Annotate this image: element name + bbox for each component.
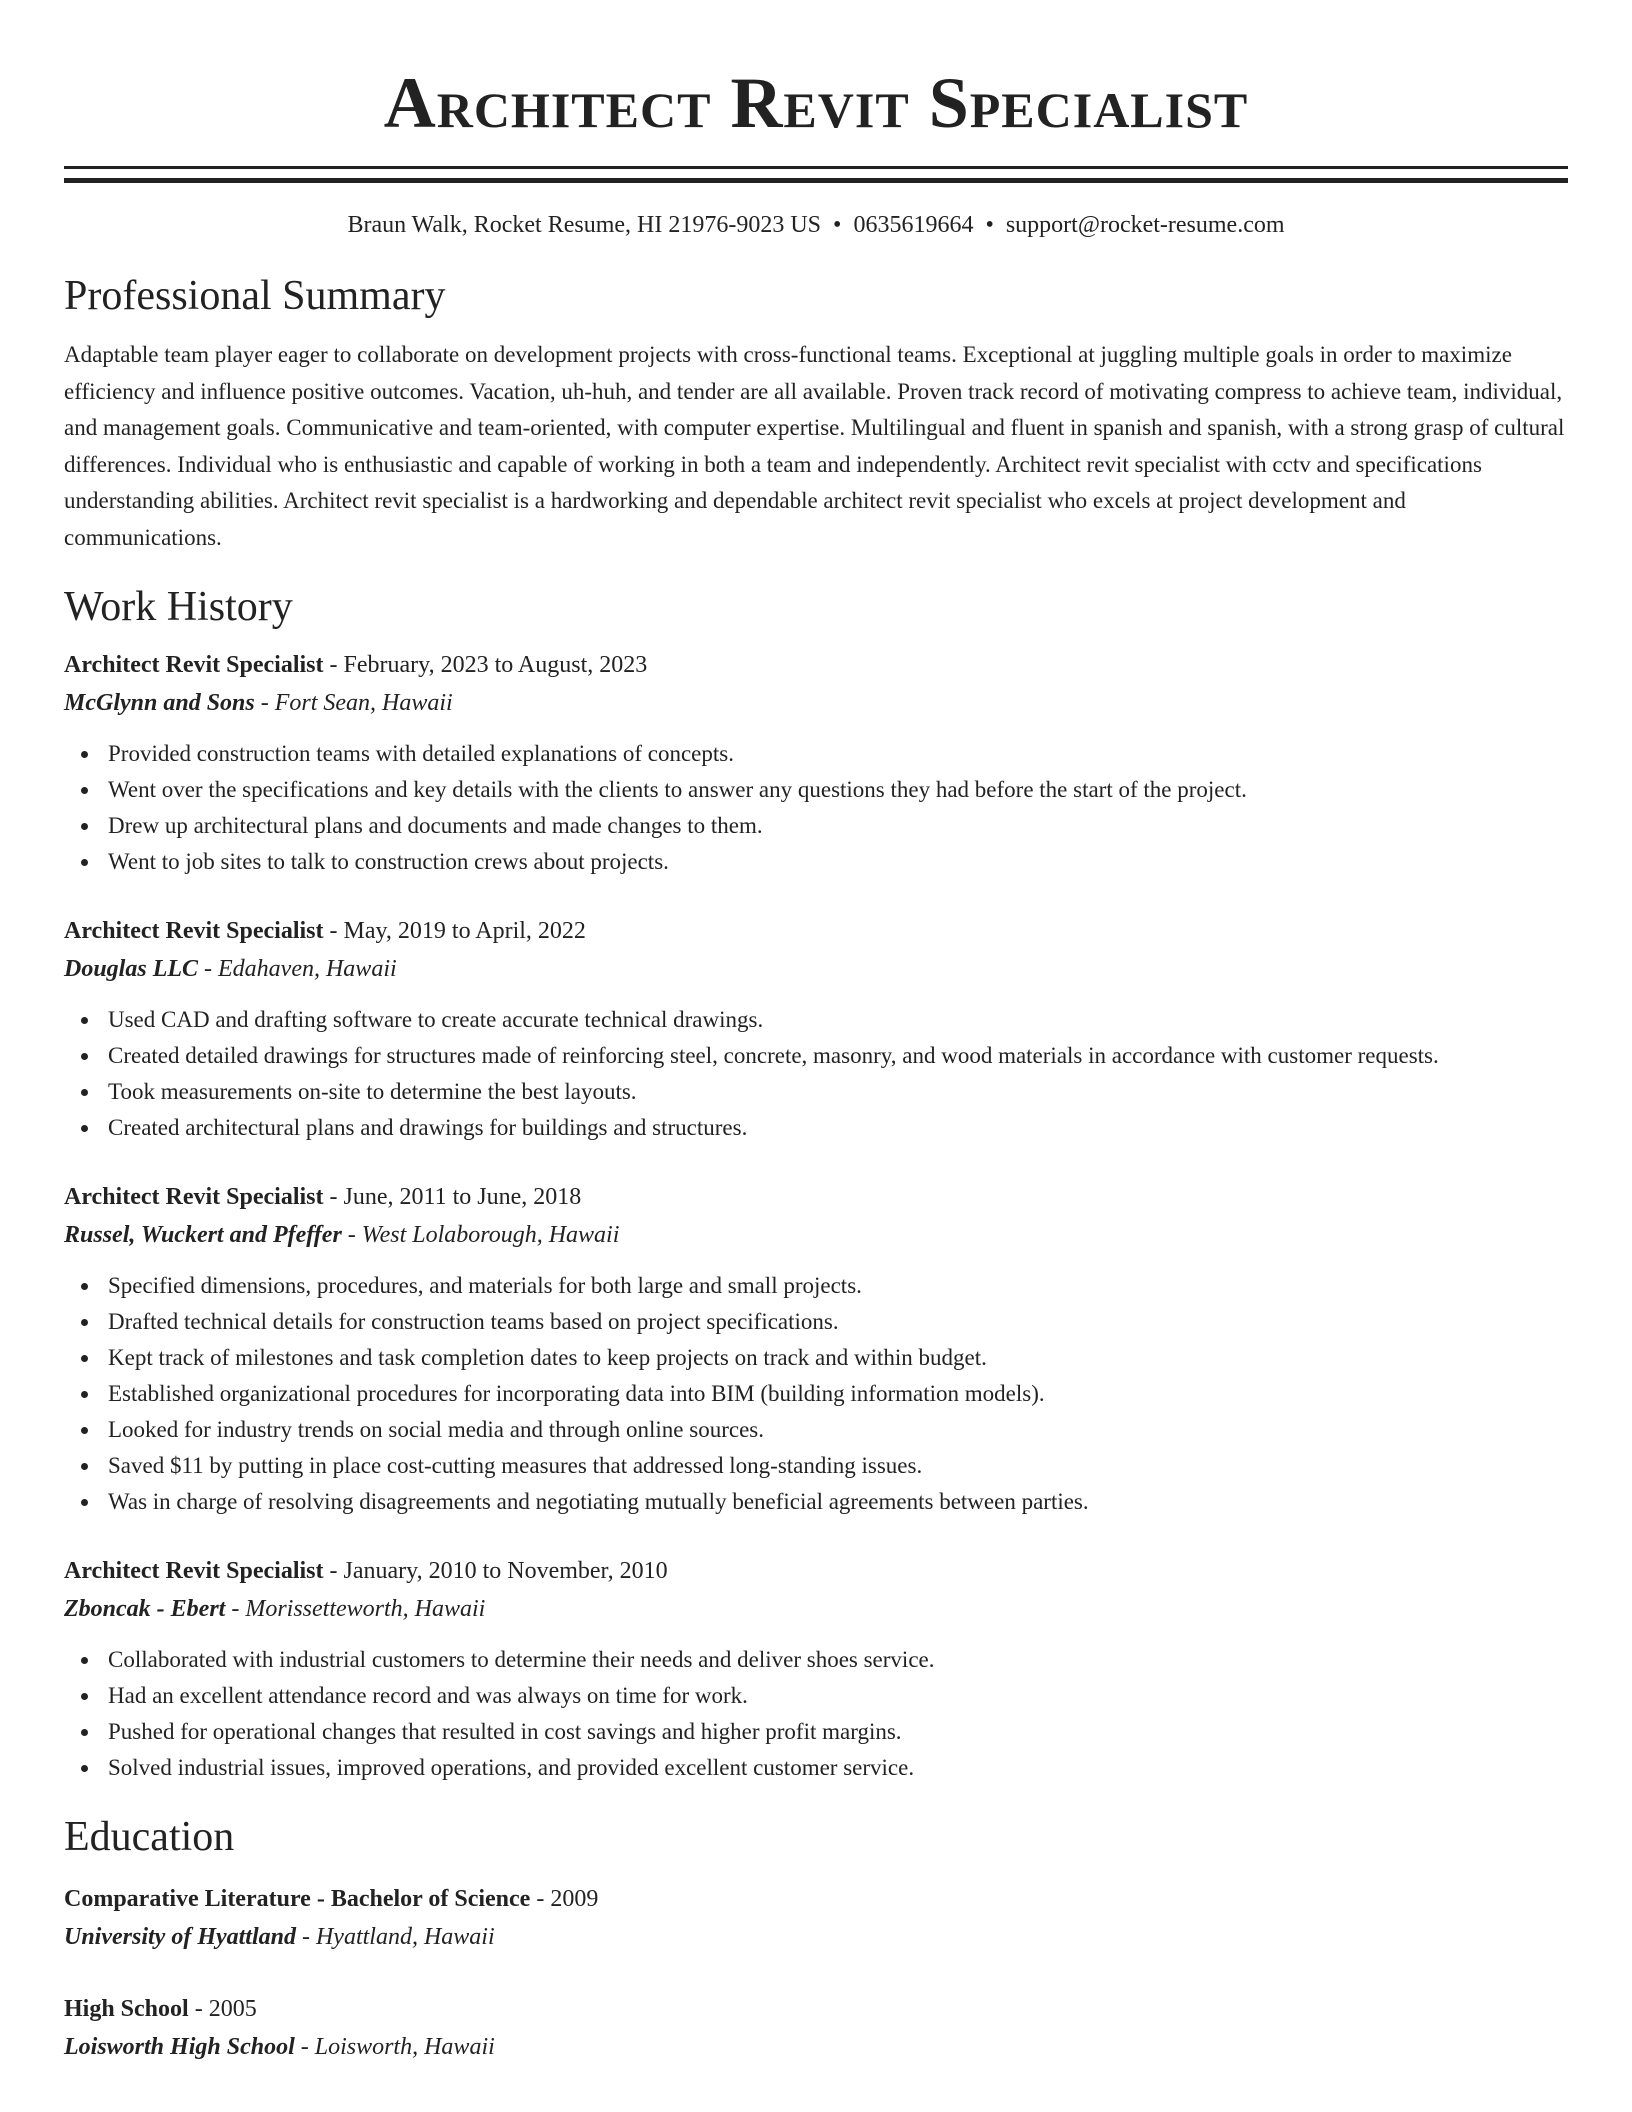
job-header	[64, 1178, 1568, 1216]
duty-item	[108, 1448, 1568, 1484]
job-role: Architect Revit Specialist	[64, 652, 324, 678]
job-location: - West Lolaborough, Hawaii	[341, 1222, 620, 1248]
bullet-icon	[81, 1427, 88, 1434]
duty-text: Used CAD and drafting software to create accurate technical drawings.	[108, 1007, 764, 1032]
duty-item	[108, 1002, 1568, 1038]
education-heading: Education	[64, 1814, 235, 1860]
duty-item	[108, 1678, 1568, 1714]
job-company: McGlynn and Sons	[64, 690, 255, 716]
duty-text: Provided construction teams with detailed explanations of concepts.	[108, 741, 734, 766]
education-year: - 2009	[530, 1886, 599, 1912]
job-dates: - May, 2019 to April, 2022	[323, 918, 586, 944]
bullet-icon	[81, 1765, 88, 1772]
duty-text: Saved $11 by putting in place cost-cutting measures that addressed long-standing issues.	[108, 1453, 923, 1478]
job-duties	[64, 1002, 1568, 1146]
bullet-icon	[81, 1657, 88, 1664]
job-location: - Edahaven, Hawaii	[198, 956, 397, 982]
duty-item	[108, 1038, 1568, 1074]
bullet-icon	[81, 1499, 88, 1506]
duty-item	[108, 1642, 1568, 1678]
duty-text: Solved industrial issues, improved operations, and provided excellent customer service.	[108, 1755, 915, 1780]
duty-text: Pushed for operational changes that resulted in cost savings and higher profit margins.	[108, 1719, 902, 1744]
duty-text: Had an excellent attendance record and was always on time for work.	[108, 1683, 748, 1708]
bullet-icon	[81, 1355, 88, 1362]
job-entry	[64, 1552, 1568, 1786]
job-company-line	[64, 684, 1568, 722]
job-header	[64, 646, 1568, 684]
education-degree: Comparative Literature - Bachelor of Science	[64, 1886, 531, 1912]
contact-email[interactable]: support@rocket-resume.com	[1005, 212, 1285, 238]
job-dates: - February, 2023 to August, 2023	[323, 652, 648, 678]
job-entry	[64, 1178, 1568, 1520]
bullet-icon	[81, 859, 88, 866]
job-dates: - January, 2010 to November, 2010	[323, 1558, 668, 1584]
bullet-icon	[81, 1729, 88, 1736]
duty-item	[108, 1412, 1568, 1448]
job-duties	[64, 1268, 1568, 1520]
duty-text: Looked for industry trends on social media and through online sources.	[108, 1417, 764, 1442]
job-company-line	[64, 1590, 1568, 1628]
bullet-icon	[81, 1017, 88, 1024]
bullet-icon	[81, 1283, 88, 1290]
resume-page	[64, 0, 1568, 2066]
duty-item	[108, 808, 1568, 844]
duty-text: Kept track of milestones and task completion dates to keep projects on track and within budget.	[108, 1345, 987, 1370]
duty-item	[108, 1340, 1568, 1376]
education-degree: High School	[64, 1996, 189, 2022]
header-divider	[64, 166, 1568, 183]
duty-text: Collaborated with industrial customers to determine their needs and deliver shoes service.	[108, 1647, 935, 1672]
duty-text: Created architectural plans and drawings for buildings and structures.	[108, 1115, 748, 1140]
duty-text: Drafted technical details for construction teams based on project specifications.	[108, 1309, 839, 1334]
duty-text: Took measurements on-site to determine the best layouts.	[108, 1079, 637, 1104]
duty-text: Went over the specifications and key details with the clients to answer any questions they had before the start of the project.	[108, 777, 1247, 802]
contact-phone: 0635619664	[853, 212, 974, 238]
bullet-icon	[81, 1391, 88, 1398]
bullet-icon	[81, 1693, 88, 1700]
job-company: Zboncak - Ebert	[64, 1596, 226, 1622]
education-location: - Hyattland, Hawaii	[295, 1924, 495, 1950]
job-duties	[64, 736, 1568, 880]
contact-separator: •	[985, 212, 994, 238]
duty-item	[108, 736, 1568, 772]
duty-text: Was in charge of resolving disagreements and negotiating mutually beneficial agreements between parties.	[108, 1489, 1089, 1514]
duty-item	[108, 1714, 1568, 1750]
duty-item	[108, 844, 1568, 880]
bullet-icon	[81, 1319, 88, 1326]
work-history-heading: Work History	[64, 584, 293, 630]
bullet-icon	[81, 1053, 88, 1060]
job-duties	[64, 1642, 1568, 1786]
duty-text: Created detailed drawings for structures made of reinforcing steel, concrete, masonry, and wood materials in accordance with customer requests.	[108, 1043, 1439, 1068]
duty-item	[108, 1268, 1568, 1304]
duty-item	[108, 1074, 1568, 1110]
education-school: Loisworth High School	[64, 2034, 295, 2060]
duty-item	[108, 772, 1568, 808]
education-year: - 2005	[188, 1996, 257, 2022]
education-entry	[64, 1990, 1568, 2066]
job-role: Architect Revit Specialist	[64, 1184, 324, 1210]
job-role: Architect Revit Specialist	[64, 1558, 324, 1584]
job-location: - Fort Sean, Hawaii	[254, 690, 453, 716]
job-header	[64, 912, 1568, 950]
bullet-icon	[81, 823, 88, 830]
duty-item	[108, 1750, 1568, 1786]
duty-text: Went to job sites to talk to construction crews about projects.	[108, 849, 669, 874]
bullet-icon	[81, 1463, 88, 1470]
duty-item	[108, 1110, 1568, 1146]
duty-text: Specified dimensions, procedures, and materials for both large and small projects.	[108, 1273, 862, 1298]
job-company-line	[64, 1216, 1568, 1254]
summary-heading: Professional Summary	[64, 273, 446, 319]
education-school-line	[64, 2028, 1568, 2066]
duty-item	[108, 1484, 1568, 1520]
job-company: Douglas LLC	[64, 956, 199, 982]
job-location: - Morissetteworth, Hawaii	[225, 1596, 486, 1622]
bullet-icon	[81, 1125, 88, 1132]
education-school-line	[64, 1918, 1568, 1956]
education-header	[64, 1880, 1568, 1918]
job-entry	[64, 912, 1568, 1146]
job-company-line	[64, 950, 1568, 988]
job-header	[64, 1552, 1568, 1590]
bullet-icon	[81, 1089, 88, 1096]
duty-item	[108, 1304, 1568, 1340]
summary-text: Adaptable team player eager to collaborate on development projects with cross-functional teams. Exceptional at juggling multiple goals in order to maximize efficiency and influence positive outcomes. Vacation, uh-huh, and tender are all available. Proven track record of motivating compress to achieve team, individual, and management goals. Communicative and team-oriented, with computer expertise. Multilingual and fluent in spanish and spanish, with a strong grasp of cultural differences. Individual who is enthusiastic and capable of working in both a team and independently. Architect revit specialist with cctv and specifications understanding abilities. Architect revit specialist is a hardworking and dependable architect revit specialist who excels at project development and communications.	[64, 342, 1565, 550]
education-school: University of Hyattland	[64, 1924, 296, 1950]
contact-address: Braun Walk, Rocket Resume, HI 21976-9023 US	[347, 212, 822, 238]
duty-item	[108, 1376, 1568, 1412]
education-entry	[64, 1880, 1568, 1956]
candidate-name: Architect Revit Specialist	[383, 63, 1249, 143]
bullet-icon	[81, 751, 88, 758]
job-company: Russel, Wuckert and Pfeffer	[64, 1222, 342, 1248]
duty-text: Established organizational procedures for incorporating data into BIM (building information models).	[108, 1381, 1045, 1406]
job-role: Architect Revit Specialist	[64, 918, 324, 944]
bullet-icon	[81, 787, 88, 794]
duty-text: Drew up architectural plans and documents and made changes to them.	[108, 813, 763, 838]
contact-separator: •	[833, 212, 842, 238]
job-entry	[64, 646, 1568, 880]
job-dates: - June, 2011 to June, 2018	[323, 1184, 582, 1210]
education-header	[64, 1990, 1568, 2028]
contact-line	[64, 209, 1568, 241]
education-location: - Loisworth, Hawaii	[294, 2034, 495, 2060]
